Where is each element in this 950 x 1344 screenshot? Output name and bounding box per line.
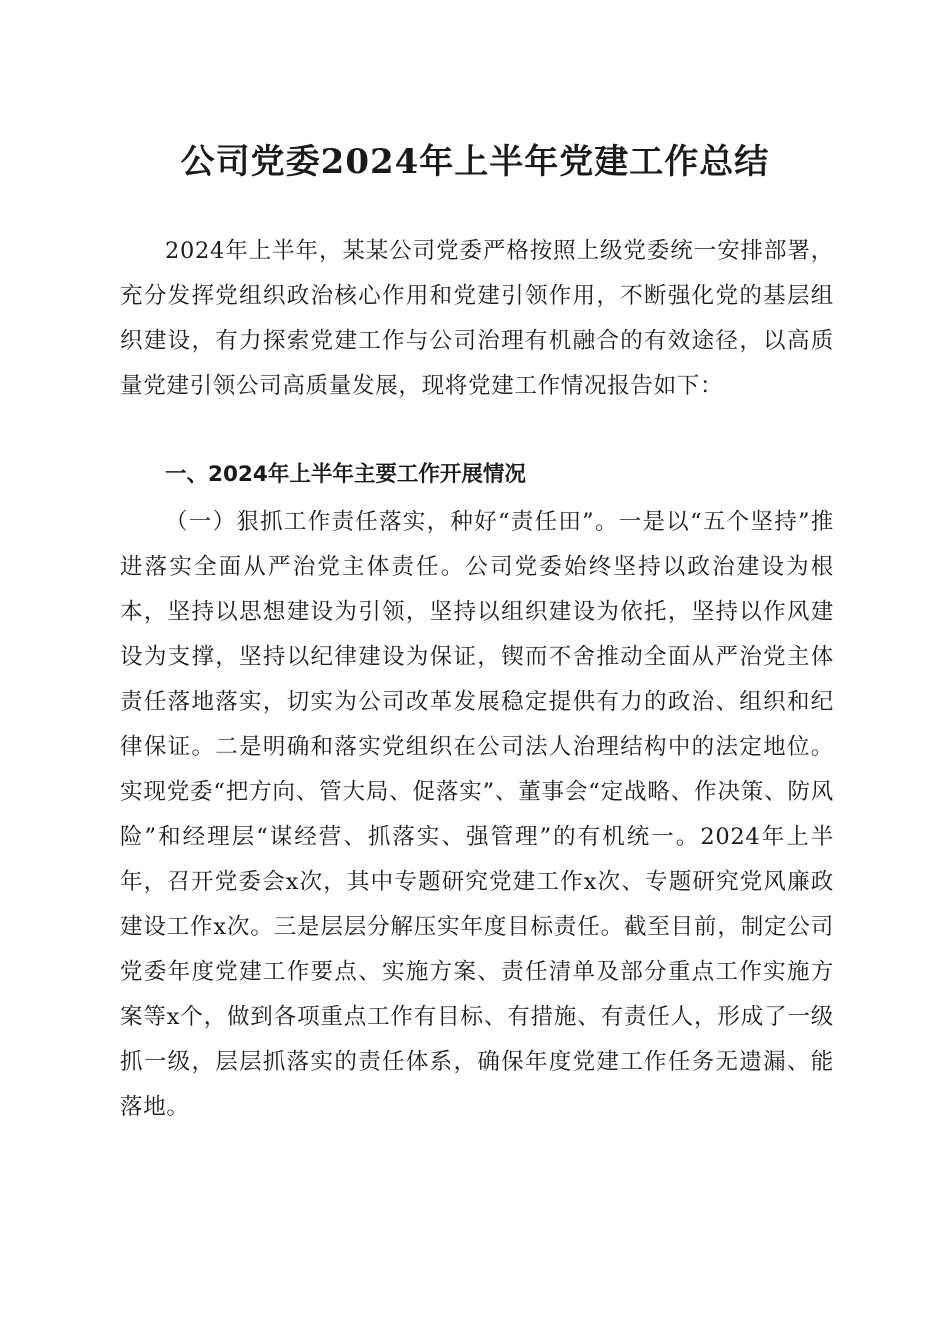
body-paragraph: （一）狠抓工作责任落实，种好“责任田”。一是以“五个坚持”推进落实全面从严治党主体责任。公司党委始终坚持以政治建设为根本，坚持以思想建设为引领，坚持以组织建设为依托，坚持以作风建设为支撑，坚持以纪律建设为保证，锲而不舍推动全面从严治党主体责任落地落实，切实为公司改革发展稳定提供有力的政治、组织和纪律保证。二是明确和落实党组织在公司法人治理结构中的法定地位。实现党委“把方向、管大局、促落实”、董事会“定战略、作决策、防风险”和经理层“谋经营、抓落实、强管理”的有机统一。2024年上半年，召开党委会x次，其中专题研究党建工作x次、专题研究党风廉政建设工作x次。三是层层分解压实年度目标责任。截至目前，制定公司党委年度党建工作要点、实施方案、责任清单及部分重点工作实施方案等x个，做到各项重点工作有目标、有措施、有责任人，形成了一级抓一级，层层抓落实的责任体系，确保年度党建工作任务无遗漏、能落地。	[120, 509, 834, 1120]
section-heading: 一、2024年上半年主要工作开展情况	[165, 462, 526, 487]
document-title: 公司党委2024年上半年党建工作总结	[180, 142, 770, 182]
intro-paragraph: 2024年上半年，某某公司党委严格按照上级党委统一安排部署，充分发挥党组织政治核心作用和党建引领作用，不断强化党的基层组织建设，有力探索党建工作与公司治理有机融合的有效途径，以高质量党建引领公司高质量发展，现将党建工作情况报告如下：	[120, 238, 834, 399]
